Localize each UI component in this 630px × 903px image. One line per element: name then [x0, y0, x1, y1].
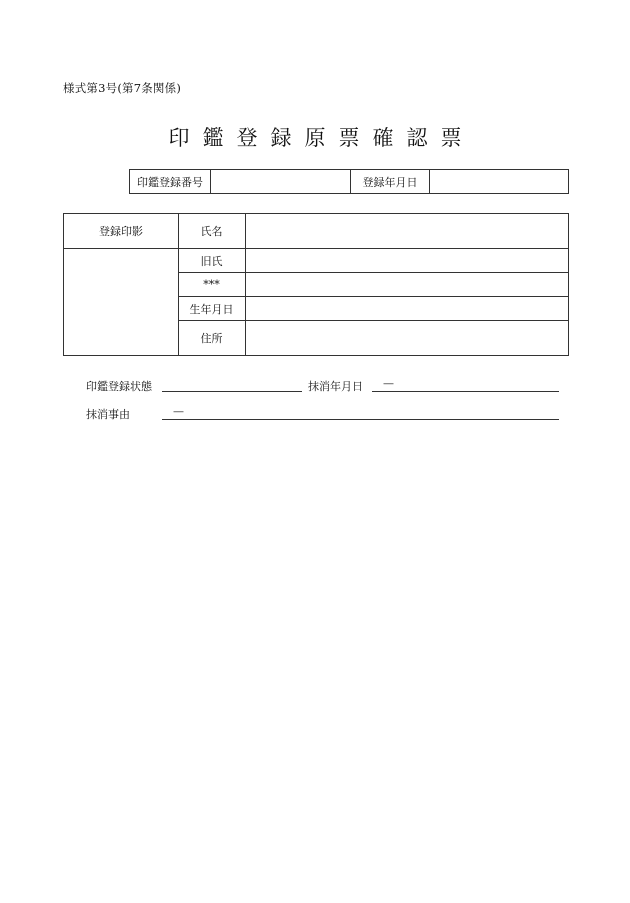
masked-label: *** — [203, 278, 220, 291]
registration-date-value — [430, 170, 568, 193]
address-label: 住所 — [200, 332, 223, 345]
cancel-date-underline — [372, 391, 559, 392]
birthdate-value — [246, 297, 568, 320]
masked-value — [246, 273, 568, 296]
registration-number-value — [211, 170, 351, 193]
name-label: 氏名 — [200, 225, 223, 238]
cancel-date-value: — — [383, 377, 394, 390]
registration-date-label: 登録年月日 — [351, 170, 430, 193]
name-value — [246, 214, 568, 248]
cancel-reason-label: 抹消事由 — [86, 408, 130, 421]
old-surname-label: 旧氏 — [200, 254, 223, 268]
page-title: 印鑑登録原票確認票 — [168, 126, 475, 150]
seal-info-table — [63, 213, 569, 356]
old-surname-value — [246, 249, 568, 272]
cancel-reason-underline — [162, 419, 559, 420]
registration-number-label: 印鑑登録番号 — [130, 170, 211, 193]
address-value — [246, 321, 568, 355]
form-number: 様式第3号(第7条関係) — [63, 81, 182, 95]
seal-impression-label: 登録印影 — [99, 225, 143, 238]
cancel-date-label: 抹消年月日 — [308, 380, 363, 393]
registration-table — [129, 169, 569, 194]
birthdate-label: 生年月日 — [189, 302, 234, 316]
seal-state-label: 印鑑登録状態 — [86, 380, 152, 393]
seal-state-underline — [162, 391, 302, 392]
cancel-reason-value: — — [173, 405, 184, 418]
